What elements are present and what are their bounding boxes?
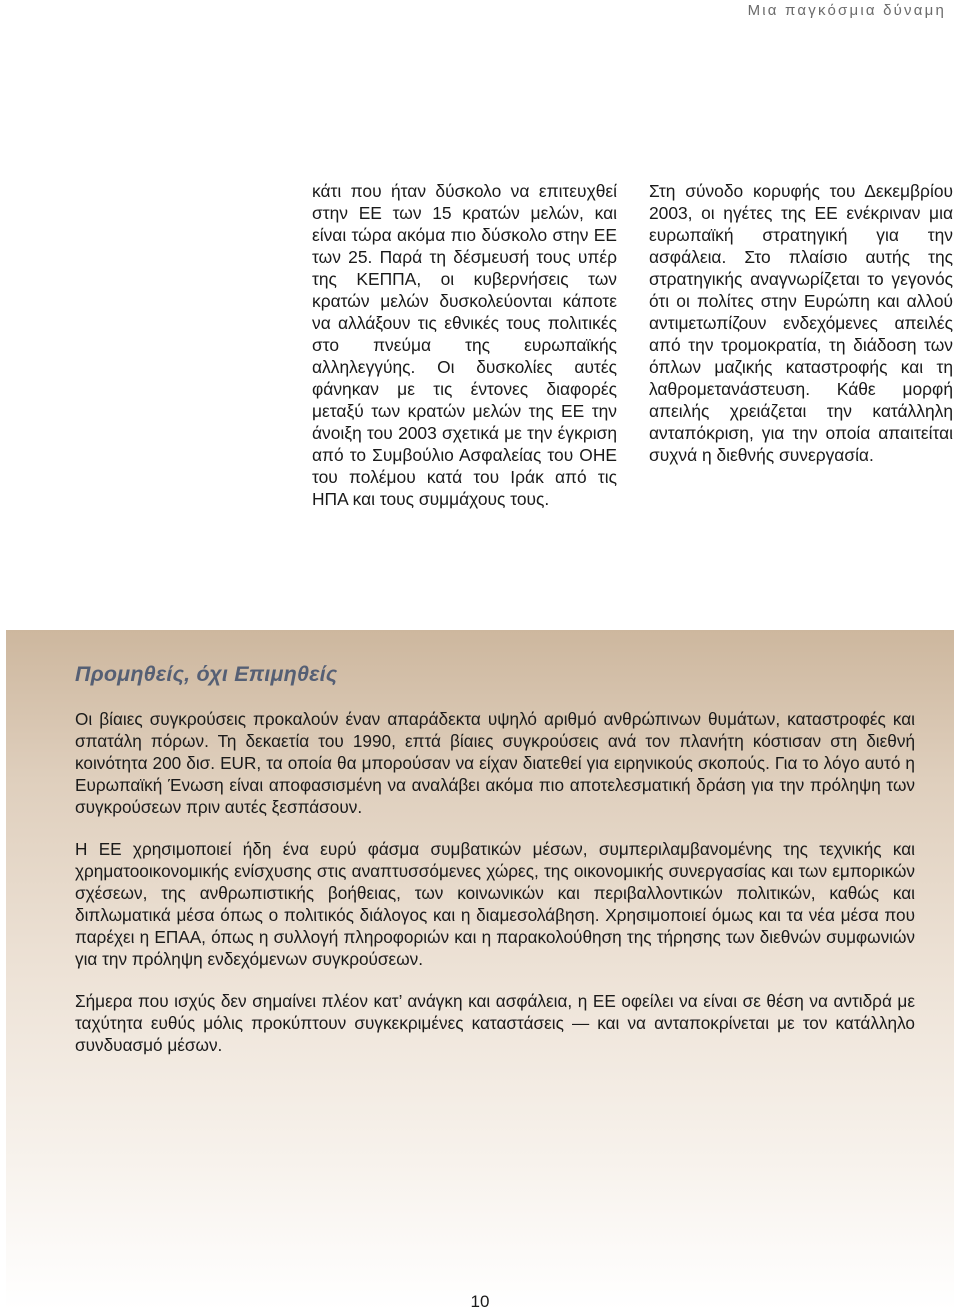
right-column-paragraph: Στη σύνοδο κορυφής του Δεκεμβρίου 2003, οι ηγέτες της ΕΕ ενέκριναν μια ευρωπαϊκή στρατηγική για την ασφάλεια. Στο πλαίσιο αυτής της στρατηγικής αναγνωρίζεται το γεγονός ότι οι πολίτες στην Ευρώπη και αλλού αντιμετωπίζουν ενδεχόμενες απειλές από την τρομοκρατία, τη διάδοση των όπλων μαζικής καταστροφής και τη λαθρομετανάστευση. Κάθε μορφή απειλής χρειάζεται την κατάλληλη ανταπόκριση, για την οποία απαιτείται συχνά η διεθνής συνεργασία. [649, 181, 953, 465]
info-box-body [75, 708, 915, 1076]
left-column [312, 180, 617, 510]
running-header: Μια παγκόσμια δύναμη [747, 2, 946, 19]
info-box-title: Προμηθείς, όχι Επιμηθείς [75, 662, 338, 686]
info-box [6, 630, 954, 1310]
info-box-paragraph-3: Σήμερα που ισχύς δεν σημαίνει πλέον κατ’ ανάγκη και ασφάλεια, η ΕΕ οφείλει να είναι σε θέση να αντιδρά με ταχύτητα ευθύς μόλις προκύπτουν συγκεκριμένες καταστάσεις — και να ανταποκρίνεται με τον κατάλληλο συνδυασμό μέσων. [75, 991, 915, 1055]
right-column [649, 180, 953, 466]
page-number: 10 [470, 1292, 490, 1311]
left-column-paragraph: κάτι που ήταν δύσκολο να επιτευχθεί στην ΕΕ των 15 κρατών μελών, και είναι τώρα ακόμα πιο δύσκολο στην ΕΕ των 25. Παρά τη δέσμευσή τους υπέρ της ΚΕΠΠΑ, οι κυβερνήσεις των κρατών μελών δυσκολεύονται κάποτε να αλλάξουν τις εθνικές τους πολιτικές στο πνεύμα της ευρωπαϊκής αλληλεγγύης. Οι δυσκολίες αυτές φάνηκαν με τις έντονες διαφορές μεταξύ των κρατών μελών της ΕΕ την άνοιξη του 2003 σχετικά με την έγκριση από το Συμβούλιο Ασφαλείας του ΟΗΕ του πολέμου κατά του Ιράκ από τις ΗΠΑ και τους συμμάχους τους. [312, 181, 617, 509]
info-box-paragraph-1: Οι βίαιες συγκρούσεις προκαλούν έναν απαράδεκτα υψηλό αριθμό ανθρώπινων θυμάτων, καταστροφές και σπατάλη πόρων. Τη δεκαετία του 1990, επτά βίαιες συγκρούσεις ανά τον πλανήτη κόστισαν στη διεθνή κοινότητα 200 δισ. EUR, τα οποία θα μπορούσαν να είχαν διατεθεί για ειρηνικούς σκοπούς. Για το λόγο αυτό η Ευρωπαϊκή Ένωση είναι αποφασισμένη να αναλάβει ακόμα πιο αποτελεσματική δράση για την πρόληψη των συγκρούσεων πριν αυτές ξεσπάσουν. [75, 709, 915, 817]
info-box-paragraph-2: Η ΕΕ χρησιμοποιεί ήδη ένα ευρύ φάσμα συμβατικών μέσων, συμπεριλαμβανομένης της τεχνικής και χρηματοοικονομικής ενίσχυσης στις αναπτυσσόμενες χώρες, της οικονομικής συνεργασίας και των εμπορικών σχέσεων, της ανθρωπιστικής βοήθειας, των κοινωνικών και περιβαλλοντικών πολιτικών, καθώς και διπλωματικά μέσα όπως ο πολιτικός διάλογος και η διαμεσολάβηση. Χρησιμοποιεί όμως και τα νέα μέσα που παρέχει η ΕΠΑΑ, όπως η συλλογή πληροφοριών και η παρακολούθηση της τήρησης των διεθνών συμφωνιών για την πρόληψη ενδεχόμενων συγκρούσεων. [75, 839, 915, 969]
